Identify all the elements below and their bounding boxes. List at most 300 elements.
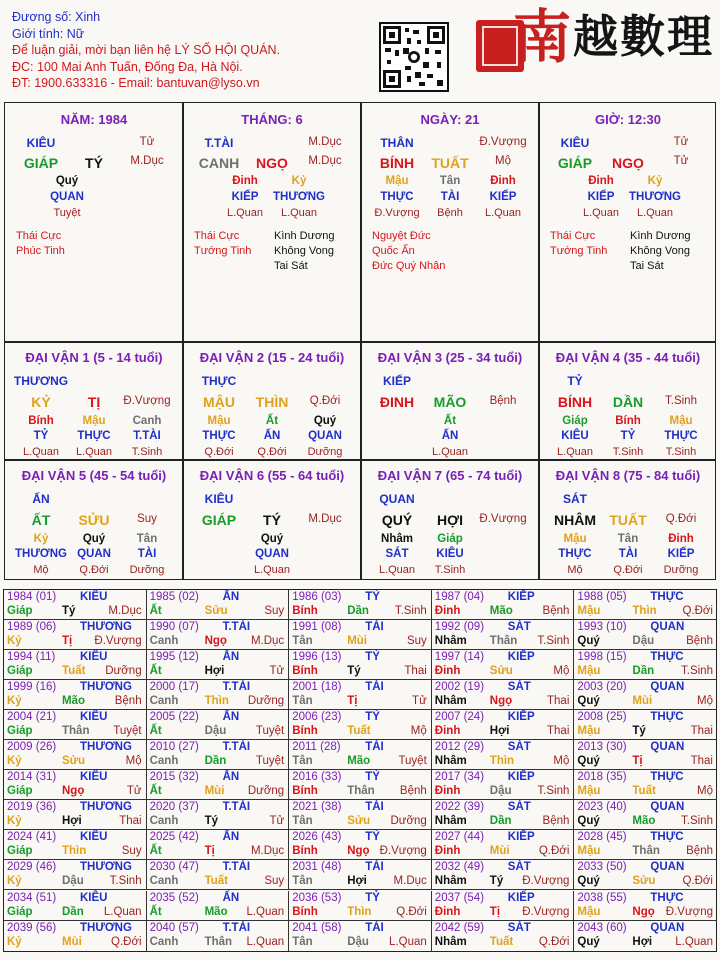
year-cell bbox=[574, 800, 717, 830]
dai-van-state: Q.Đới bbox=[309, 395, 341, 407]
hidden-state: Đ.Vượng bbox=[374, 207, 420, 219]
hidden-state: L.Quan bbox=[556, 446, 594, 458]
dai-van-title: ĐẠI VẬN 6 (55 - 64 tuổi) bbox=[199, 468, 345, 483]
dai-van-title: ĐẠI VẬN 7 (65 - 74 tuổi) bbox=[377, 468, 523, 483]
year-state: Mộ bbox=[553, 755, 570, 768]
year-god: KIẾP bbox=[507, 591, 535, 603]
hidden-god: THỰC bbox=[558, 548, 592, 560]
year-god: KIẾP bbox=[507, 891, 535, 904]
year-state: Bệnh bbox=[686, 845, 713, 858]
hidden-state: Q.Đới bbox=[204, 446, 234, 458]
dai-van-title: ĐẠI VẬN 8 (75 - 84 tuổi) bbox=[555, 468, 701, 483]
year-state: Bệnh bbox=[114, 695, 142, 708]
year-branch: Thìn bbox=[204, 695, 229, 708]
pillar-branch-state: M.Dục bbox=[308, 155, 342, 167]
year-branch: Tuất bbox=[632, 785, 656, 798]
year-branch: Thìn bbox=[489, 755, 515, 768]
year-cell bbox=[432, 740, 575, 770]
dai-van-stem: KỶ bbox=[31, 394, 51, 410]
year-branch: Dậu bbox=[347, 935, 369, 948]
year-label: 2038 (55) bbox=[577, 891, 627, 904]
year-cell bbox=[574, 680, 717, 710]
year-cell bbox=[289, 650, 432, 680]
year-state: Mộ bbox=[125, 755, 142, 768]
year-stem: Mậu bbox=[577, 725, 601, 738]
year-branch: Tị bbox=[62, 635, 73, 648]
year-stem: Ất bbox=[149, 785, 162, 798]
year-state: T.Sinh bbox=[109, 875, 142, 888]
year-stem: Mậu bbox=[577, 845, 601, 858]
year-branch: Thân bbox=[347, 785, 375, 798]
year-label: 2009 (26) bbox=[7, 741, 57, 754]
year-branch: Hợi bbox=[632, 935, 653, 948]
year-label: 2015 (32) bbox=[149, 771, 199, 784]
year-branch: Tị bbox=[632, 755, 643, 768]
hidden-god: QUAN bbox=[308, 430, 342, 442]
year-stem: Nhâm bbox=[434, 815, 467, 828]
year-label: 1997 (14) bbox=[434, 651, 485, 664]
year-cell bbox=[574, 860, 717, 890]
year-state: T.Sinh bbox=[681, 815, 713, 828]
hidden-god: SÁT bbox=[385, 548, 409, 560]
year-god: T.TÀI bbox=[222, 801, 251, 814]
year-branch: Sửu bbox=[489, 665, 513, 678]
pillar-stem: BÍNH bbox=[379, 155, 415, 171]
year-god: TÀI bbox=[365, 621, 384, 634]
star-note: Thái Cực bbox=[16, 230, 62, 242]
pillar-god: T.TÀI bbox=[204, 136, 234, 150]
year-label: 2036 (53) bbox=[292, 891, 342, 904]
year-label: 1984 (01) bbox=[7, 591, 57, 603]
dai-van-stem: ẤT bbox=[31, 512, 51, 528]
year-label: 2039 (56) bbox=[7, 921, 57, 934]
pillar-stem-state: Tử bbox=[139, 136, 155, 148]
year-stem: Canh bbox=[149, 755, 179, 768]
year-god: QUAN bbox=[650, 921, 685, 934]
year-god: TỶ bbox=[365, 591, 380, 603]
dai-van-state: Suy bbox=[137, 513, 157, 525]
hidden-state: L.Quan bbox=[484, 207, 522, 219]
year-stem: Giáp bbox=[7, 725, 33, 738]
hidden-state: L.Quan bbox=[636, 207, 674, 219]
year-stem: Kỷ bbox=[7, 635, 22, 648]
year-state: Mộ bbox=[553, 665, 570, 678]
year-label: 2034 (51) bbox=[7, 891, 57, 904]
year-label: 2040 (57) bbox=[149, 921, 199, 934]
hidden-stem: Quý bbox=[313, 415, 337, 427]
year-god: KIÊU bbox=[80, 711, 108, 724]
year-label: 2023 (40) bbox=[577, 801, 627, 814]
year-state: Bệnh bbox=[686, 635, 713, 648]
year-label: 2016 (33) bbox=[292, 771, 342, 784]
year-stem: Tân bbox=[292, 935, 313, 948]
year-state: Đ.Vượng bbox=[94, 635, 142, 648]
year-stem: Giáp bbox=[7, 905, 33, 918]
pillar-title: GIỜ: 12:30 bbox=[594, 112, 662, 127]
year-state: L.Quan bbox=[103, 905, 142, 918]
dai-van-branch: THÌN bbox=[255, 394, 289, 410]
dai-van-title: ĐẠI VẬN 5 (45 - 54 tuổi) bbox=[21, 468, 167, 483]
year-stem: Bính bbox=[292, 905, 318, 918]
year-state: Bệnh bbox=[542, 605, 570, 617]
year-stem: Tân bbox=[292, 635, 313, 648]
year-label: 2031 (48) bbox=[292, 861, 342, 874]
year-god: TÀI bbox=[365, 741, 384, 754]
pillar-stem: GIÁP bbox=[23, 155, 59, 171]
dai-van-stem: GIÁP bbox=[201, 512, 237, 528]
year-branch: Thân bbox=[204, 935, 233, 948]
year-stem: Nhâm bbox=[434, 755, 467, 768]
star-note: Không Vong bbox=[630, 245, 690, 257]
year-label: 1994 (11) bbox=[7, 651, 56, 664]
dai-van-title: ĐẠI VẬN 4 (35 - 44 tuổi) bbox=[555, 350, 701, 365]
year-state: Q.Đới bbox=[682, 875, 713, 888]
hidden-state: Bệnh bbox=[437, 207, 463, 219]
year-stem: Kỷ bbox=[7, 875, 22, 888]
year-god: QUAN bbox=[650, 801, 685, 814]
year-god: TỶ bbox=[365, 651, 380, 664]
year-branch: Tuất bbox=[347, 725, 371, 738]
year-cell bbox=[574, 830, 717, 860]
star-note: Thái Cực bbox=[550, 230, 596, 242]
year-state: M.Dục bbox=[108, 605, 142, 617]
hidden-god: QUAN bbox=[77, 548, 111, 560]
year-cell bbox=[289, 770, 432, 800]
dai-van-god: QUAN bbox=[379, 492, 415, 506]
pillar-stem: CANH bbox=[198, 155, 240, 171]
dai-van-stem: BÍNH bbox=[557, 394, 593, 410]
year-label: 2008 (25) bbox=[577, 711, 627, 724]
year-branch: Dần bbox=[632, 665, 655, 678]
hidden-god: TÀI bbox=[618, 548, 638, 560]
year-god: THƯƠNG bbox=[80, 741, 132, 754]
hidden-god: KIẾP bbox=[667, 548, 695, 560]
dai-van-state: Q.Đới bbox=[665, 513, 697, 525]
pillar-title: THÁNG: 6 bbox=[241, 112, 303, 127]
address-line: ĐC: 100 Mai Anh Tuấn, Đống Đa, Hà Nội. bbox=[12, 59, 243, 74]
year-label: 1986 (03) bbox=[292, 591, 342, 603]
year-label: 2029 (46) bbox=[7, 861, 57, 874]
year-god: KIÊU bbox=[80, 831, 108, 844]
pillar-branch-state: Mộ bbox=[495, 155, 511, 167]
year-branch: Sửu bbox=[62, 755, 86, 768]
hidden-god: ẤN bbox=[263, 430, 281, 442]
year-god: THỰC bbox=[650, 651, 684, 664]
star-note: Phúc Tinh bbox=[16, 245, 65, 257]
dai-van-god: TỶ bbox=[567, 374, 583, 388]
pillar-title: NĂM: 1984 bbox=[60, 112, 128, 127]
hidden-state: Dưỡng bbox=[129, 564, 165, 576]
year-cell bbox=[432, 891, 575, 921]
year-branch: Mùi bbox=[489, 845, 510, 858]
year-branch: Ngọ bbox=[347, 845, 370, 858]
year-branch: Thìn bbox=[347, 905, 372, 918]
year-label: 2007 (24) bbox=[434, 711, 485, 724]
year-branch: Tuất bbox=[489, 935, 514, 948]
hidden-stem: Đinh bbox=[668, 533, 694, 545]
year-stem: Đinh bbox=[434, 725, 461, 738]
year-state: Đ.Vượng bbox=[522, 875, 570, 888]
pillar-branch: NGỌ bbox=[256, 155, 288, 171]
year-god: T.TÀI bbox=[222, 621, 251, 634]
year-branch: Tý bbox=[347, 665, 361, 678]
year-cell bbox=[147, 740, 290, 770]
year-label: 2032 (49) bbox=[434, 861, 485, 874]
hidden-god: KIÊU bbox=[436, 548, 464, 560]
year-branch: Tuất bbox=[62, 665, 86, 678]
year-god: THỰC bbox=[650, 831, 684, 844]
year-stem: Nhâm bbox=[434, 635, 467, 648]
hidden-state: T.Sinh bbox=[665, 446, 697, 458]
hidden-stem: Quý bbox=[55, 175, 79, 187]
year-stem: Bính bbox=[292, 785, 318, 798]
year-stem: Đinh bbox=[434, 785, 461, 798]
year-stem: Mậu bbox=[577, 665, 601, 678]
year-branch: Mão bbox=[62, 695, 85, 708]
year-god: KIÊU bbox=[80, 651, 108, 664]
year-state: Thai bbox=[690, 755, 713, 768]
year-label: 2010 (27) bbox=[149, 741, 199, 754]
hidden-god: TỶ bbox=[620, 430, 636, 442]
dai-van-state: Đ.Vượng bbox=[479, 513, 527, 525]
year-state: Mộ bbox=[697, 785, 713, 798]
year-cell bbox=[289, 620, 432, 650]
year-state: Q.Đới bbox=[111, 935, 142, 948]
year-label: 1989 (06) bbox=[7, 621, 57, 634]
year-label: 2000 (17) bbox=[149, 681, 199, 694]
year-stem: Kỷ bbox=[7, 755, 22, 768]
hidden-god: T.TÀI bbox=[133, 430, 161, 442]
year-label: 1998 (15) bbox=[577, 651, 627, 664]
year-stem: Ất bbox=[149, 845, 162, 858]
year-state: L.Quan bbox=[389, 935, 427, 948]
hidden-god: THỰC bbox=[380, 191, 414, 203]
year-god: TỶ bbox=[365, 711, 380, 724]
year-branch: Hợi bbox=[489, 725, 510, 738]
hidden-stem: Tân bbox=[617, 533, 639, 545]
year-branch: Tị bbox=[204, 845, 215, 858]
year-stem: Canh bbox=[149, 935, 179, 948]
year-branch: Tuất bbox=[204, 875, 229, 888]
year-state: L.Quan bbox=[675, 935, 713, 948]
year-state: L.Quan bbox=[246, 905, 285, 918]
hidden-stem: Đinh bbox=[588, 175, 614, 187]
year-cell bbox=[147, 590, 290, 620]
dai-van-branch: TÝ bbox=[263, 512, 281, 528]
year-label: 2026 (43) bbox=[292, 831, 342, 844]
year-label: 1995 (12) bbox=[149, 651, 199, 664]
year-cell bbox=[147, 620, 290, 650]
year-god: KIẾP bbox=[507, 771, 535, 784]
year-cell bbox=[432, 800, 575, 830]
pillar-title: NGÀY: 21 bbox=[420, 112, 480, 127]
year-stem: Tân bbox=[292, 755, 313, 768]
dai-van-title: ĐẠI VẬN 2 (15 - 24 tuổi) bbox=[199, 350, 345, 365]
year-state: Tử bbox=[269, 665, 285, 678]
year-label: 2019 (36) bbox=[7, 801, 57, 814]
year-god: SÁT bbox=[507, 741, 531, 754]
year-god: ẤN bbox=[222, 891, 240, 904]
year-cell bbox=[4, 710, 147, 740]
year-god: T.TÀI bbox=[222, 861, 251, 874]
year-label: 2012 (29) bbox=[434, 741, 485, 754]
year-cell bbox=[289, 891, 432, 921]
star-note: Tai Sát bbox=[630, 260, 664, 272]
year-stem: Canh bbox=[149, 815, 179, 828]
year-god: SÁT bbox=[507, 861, 531, 874]
year-stem: Tân bbox=[292, 875, 313, 888]
contact-line-1: Để luận giải, mời bạn liên hệ LÝ SỐ HỘI QUÁN. bbox=[12, 43, 281, 57]
hidden-god: QUAN bbox=[50, 191, 84, 203]
year-label: 2002 (19) bbox=[434, 681, 485, 694]
year-branch: Tý bbox=[62, 605, 76, 617]
dai-van-branch: HỢI bbox=[437, 512, 463, 528]
year-cell bbox=[147, 921, 290, 951]
year-god: THƯƠNG bbox=[80, 621, 132, 634]
hidden-stem: Nhâm bbox=[381, 533, 413, 545]
year-god: KIẾP bbox=[507, 831, 535, 844]
year-branch: Thìn bbox=[62, 845, 87, 858]
year-label: 2011 (28) bbox=[292, 741, 341, 754]
dai-van-branch: SỬU bbox=[78, 512, 110, 528]
year-god: KIÊU bbox=[80, 591, 108, 603]
hidden-stem: Bính bbox=[615, 415, 641, 427]
year-cell bbox=[147, 650, 290, 680]
year-god: TÀI bbox=[365, 921, 384, 934]
year-branch: Mão bbox=[489, 605, 513, 617]
year-god: ẤN bbox=[222, 711, 240, 724]
year-state: Tử bbox=[412, 695, 427, 708]
dai-van-title: ĐẠI VẬN 3 (25 - 34 tuổi) bbox=[377, 350, 523, 365]
year-state: T.Sinh bbox=[537, 785, 570, 798]
year-cell bbox=[4, 650, 147, 680]
year-god: THƯƠNG bbox=[80, 681, 132, 694]
year-label: 1988 (05) bbox=[577, 591, 627, 603]
year-branch: Tý bbox=[632, 725, 646, 738]
year-stem: Quý bbox=[577, 875, 600, 888]
year-state: Suy bbox=[264, 875, 285, 888]
year-stem: Giáp bbox=[7, 785, 33, 798]
year-god: QUAN bbox=[650, 681, 685, 694]
year-state: Dưỡng bbox=[390, 815, 427, 828]
year-branch: Dần bbox=[489, 815, 512, 828]
year-cell bbox=[289, 860, 432, 890]
year-god: ẤN bbox=[222, 831, 240, 844]
year-state: Q.Đới bbox=[538, 935, 570, 948]
dai-van-stem: QUÝ bbox=[381, 512, 413, 528]
hidden-state: Mộ bbox=[33, 564, 49, 576]
year-branch: Ngọ bbox=[489, 695, 513, 708]
year-cell bbox=[4, 680, 147, 710]
year-state: Mộ bbox=[410, 725, 427, 738]
year-god: SÁT bbox=[507, 621, 531, 634]
star-note: Quốc Ấn bbox=[372, 245, 415, 257]
year-cell bbox=[432, 710, 575, 740]
year-label: 1987 (04) bbox=[434, 591, 485, 603]
hidden-state: Q.Đới bbox=[257, 446, 287, 458]
year-cell bbox=[147, 710, 290, 740]
pillar-god: KIÊU bbox=[26, 136, 56, 150]
year-cell bbox=[574, 921, 717, 951]
pillar-stem-state: Tử bbox=[673, 136, 689, 148]
year-branch: Thìn bbox=[632, 605, 657, 617]
pillar-branch: TUẤT bbox=[431, 155, 469, 171]
year-label: 1993 (10) bbox=[577, 621, 627, 634]
pillar-god: THÂN bbox=[380, 136, 414, 150]
year-stem: Bính bbox=[292, 665, 318, 678]
year-label: 2014 (31) bbox=[7, 771, 57, 784]
year-label: 2001 (18) bbox=[292, 681, 342, 694]
dai-van-stem: NHÂM bbox=[554, 512, 596, 528]
year-stem: Mậu bbox=[577, 905, 601, 918]
phone-email-line: ĐT: 1900.633316 - Email: bantuvan@lyso.vn bbox=[12, 76, 260, 90]
year-branch: Thân bbox=[632, 845, 660, 858]
hidden-god: ẤN bbox=[441, 430, 459, 442]
hidden-state: L.Quan bbox=[253, 564, 291, 576]
year-cell bbox=[574, 650, 717, 680]
year-label: 2005 (22) bbox=[149, 711, 199, 724]
year-cell bbox=[147, 800, 290, 830]
year-god: THỰC bbox=[650, 891, 684, 904]
year-cell bbox=[574, 710, 717, 740]
year-state: Thai bbox=[119, 815, 142, 828]
year-label: 2042 (59) bbox=[434, 921, 485, 934]
hidden-stem: Mậu bbox=[82, 415, 106, 427]
year-label: 2028 (45) bbox=[577, 831, 627, 844]
year-label: 2030 (47) bbox=[149, 861, 199, 874]
hidden-stem: Giáp bbox=[437, 533, 463, 545]
pillar-branch-state: M.Dục bbox=[130, 155, 164, 167]
year-god: T.TÀI bbox=[222, 741, 251, 754]
year-state: M.Dục bbox=[393, 875, 427, 888]
year-branch: Mùi bbox=[62, 935, 82, 948]
hidden-stem: Bính bbox=[28, 415, 54, 427]
hidden-stem: Ất bbox=[443, 415, 457, 427]
year-stem: Quý bbox=[577, 755, 600, 768]
year-cell bbox=[289, 740, 432, 770]
year-label: 2021 (38) bbox=[292, 801, 342, 814]
year-branch: Dậu bbox=[204, 725, 227, 738]
hidden-stem: Mậu bbox=[563, 533, 587, 545]
year-branch: Ngọ bbox=[62, 785, 85, 798]
year-label: 2017 (34) bbox=[434, 771, 485, 784]
hidden-god: TÀI bbox=[137, 548, 157, 560]
year-branch: Tý bbox=[489, 875, 504, 888]
hidden-god: KIÊU bbox=[561, 430, 589, 442]
year-state: Tuyệt bbox=[113, 725, 142, 738]
year-state: Tử bbox=[126, 785, 142, 798]
hidden-state: Dưỡng bbox=[663, 564, 699, 576]
year-stem: Canh bbox=[149, 695, 179, 708]
year-cell bbox=[147, 680, 290, 710]
year-cell bbox=[289, 710, 432, 740]
year-cell bbox=[4, 830, 147, 860]
dai-van-stem: ĐINH bbox=[379, 394, 415, 410]
pillar-branch: TÝ bbox=[85, 155, 103, 171]
year-cell bbox=[4, 590, 147, 620]
year-cell bbox=[4, 860, 147, 890]
year-state: T.Sinh bbox=[537, 635, 570, 648]
year-state: Thai bbox=[690, 725, 713, 738]
year-state: Q.Đới bbox=[682, 605, 713, 617]
year-label: 1999 (16) bbox=[7, 681, 57, 694]
year-label: 1985 (02) bbox=[149, 591, 199, 603]
year-cell bbox=[289, 590, 432, 620]
hidden-state: Tuyệt bbox=[53, 207, 81, 219]
hidden-god: THỰC bbox=[77, 430, 111, 442]
hidden-god: KIẾP bbox=[489, 191, 517, 203]
hidden-god: TỶ bbox=[33, 430, 49, 442]
